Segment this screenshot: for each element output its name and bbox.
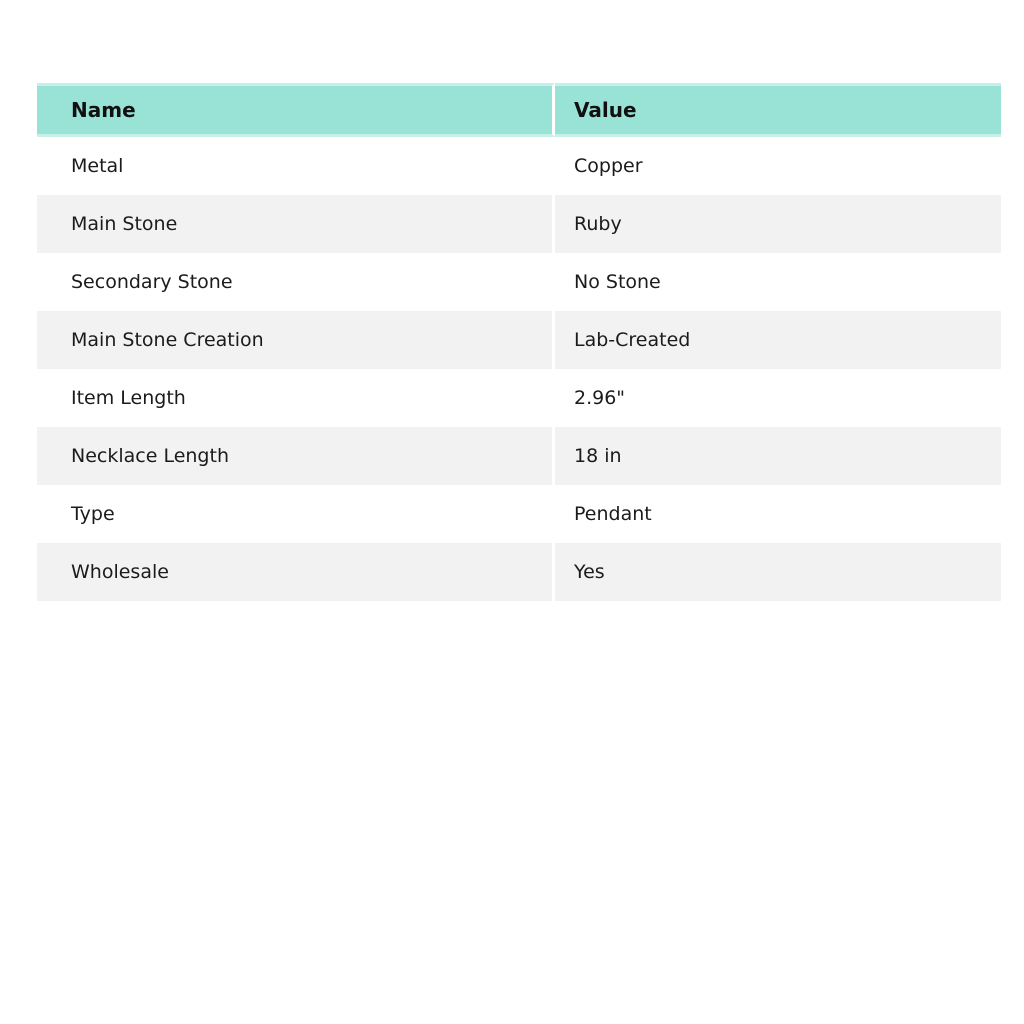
- spec-name-cell: Secondary Stone: [37, 253, 555, 311]
- spec-value-cell: Yes: [555, 543, 1001, 601]
- table-row: [37, 485, 1001, 543]
- spec-name-cell: Necklace Length: [37, 427, 555, 485]
- spec-name-cell: Main Stone: [37, 195, 555, 253]
- item-specifics-table: [37, 83, 1001, 601]
- spec-value-cell: 18 in: [555, 427, 1001, 485]
- spec-name-cell: Metal: [37, 137, 555, 195]
- spec-value-cell: Copper: [555, 137, 1001, 195]
- column-header-name: Name: [37, 83, 555, 137]
- spec-name-cell: Main Stone Creation: [37, 311, 555, 369]
- table-row: [37, 137, 1001, 195]
- table-row: [37, 253, 1001, 311]
- spec-value-cell: Pendant: [555, 485, 1001, 543]
- table-row: [37, 543, 1001, 601]
- header-row: [37, 83, 1001, 137]
- spec-name-cell: Type: [37, 485, 555, 543]
- spec-name-cell: Wholesale: [37, 543, 555, 601]
- spec-value-cell: Ruby: [555, 195, 1001, 253]
- spec-value-cell: 2.96": [555, 369, 1001, 427]
- table-header: [37, 83, 1001, 137]
- table-row: [37, 311, 1001, 369]
- spec-value-cell: No Stone: [555, 253, 1001, 311]
- table-row: [37, 427, 1001, 485]
- spec-value-cell: Lab-Created: [555, 311, 1001, 369]
- table-body: [37, 137, 1001, 601]
- table-row: [37, 369, 1001, 427]
- table-row: [37, 195, 1001, 253]
- spec-name-cell: Item Length: [37, 369, 555, 427]
- column-header-value: Value: [555, 83, 1001, 137]
